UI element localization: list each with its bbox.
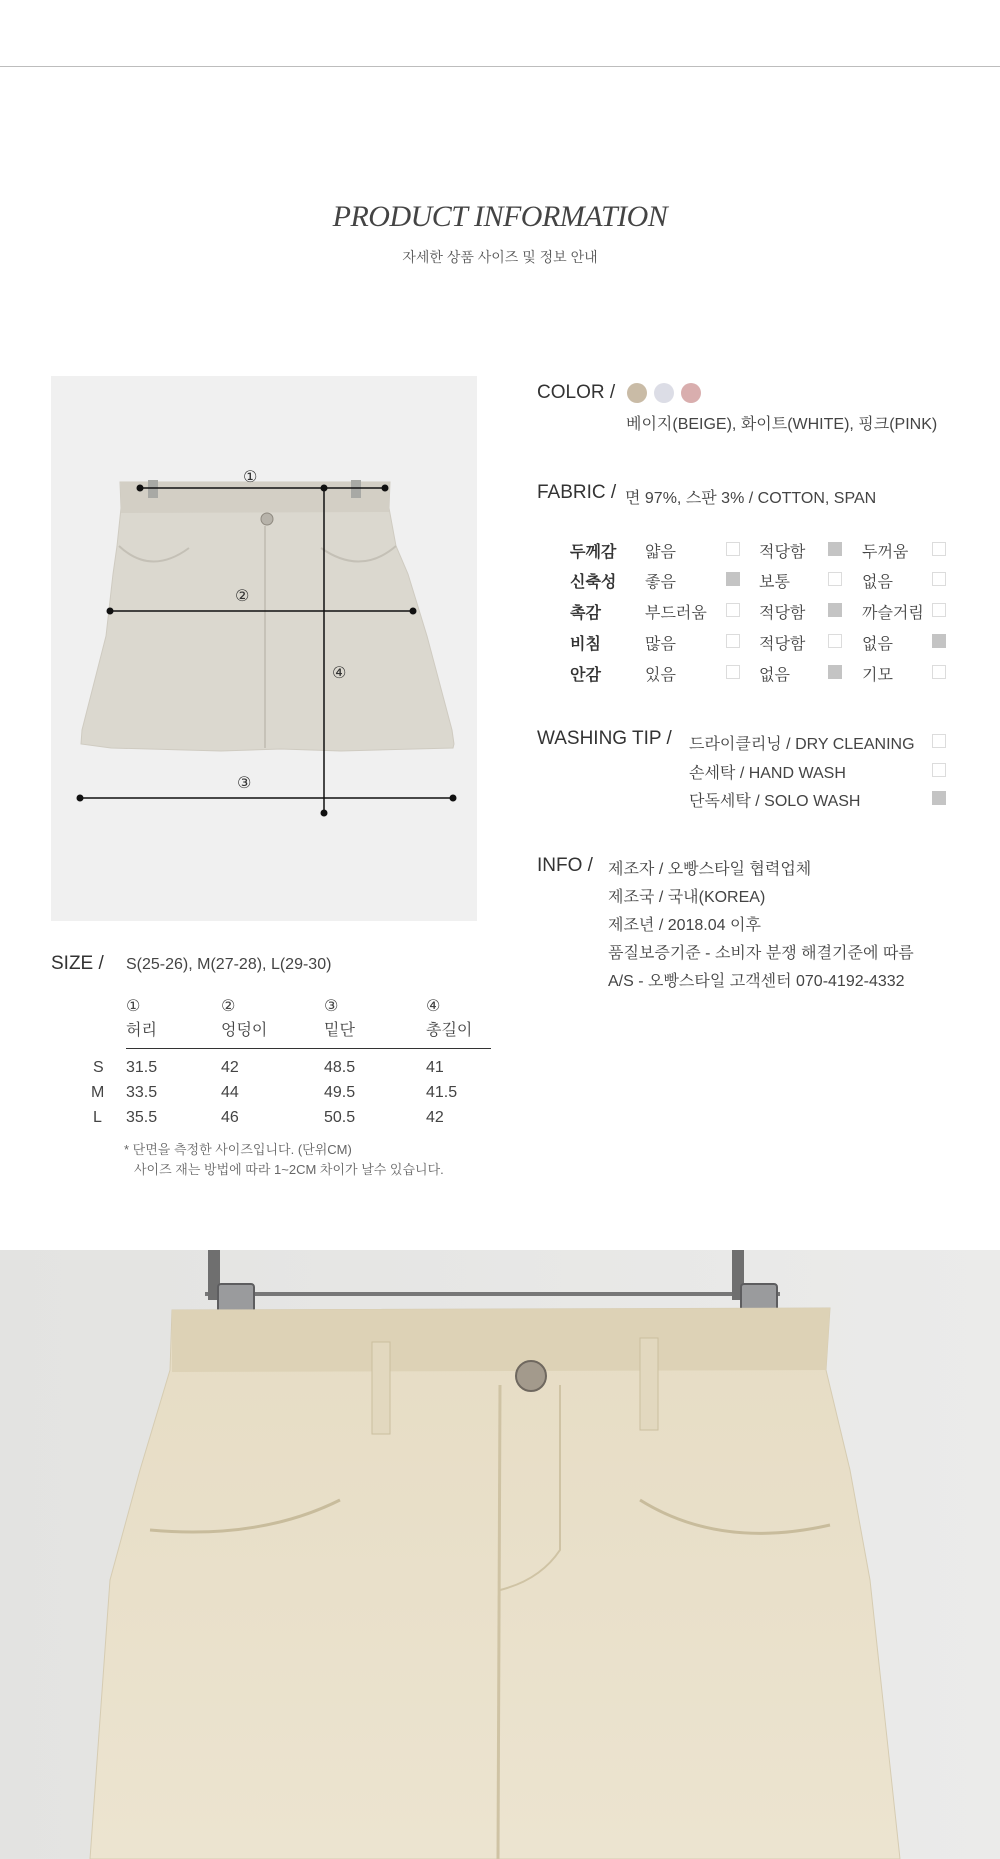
- fabric-key: 촉감: [570, 605, 601, 622]
- fabric-checkbox[interactable]: [726, 542, 740, 556]
- info-line: 품질보증기준 - 소비자 분쟁 해결기준에 따름: [608, 945, 914, 962]
- washing-item: 손세탁 / HAND WASH: [689, 765, 846, 782]
- size-col-num: ③: [324, 998, 339, 1015]
- size-label: SIZE /: [51, 953, 104, 974]
- fabric-option: 없음: [862, 574, 893, 591]
- fabric-checkbox[interactable]: [932, 665, 946, 679]
- fabric-checkbox[interactable]: [726, 665, 740, 679]
- marker-length: ④: [332, 663, 347, 682]
- marker-hem: ③: [237, 773, 252, 792]
- size-col-hem: [324, 995, 355, 1043]
- fabric-checkbox[interactable]: [828, 572, 842, 586]
- fabric-option: 부드러움: [645, 605, 707, 622]
- size-col-name: 허리: [126, 1022, 157, 1039]
- fabric-checkbox[interactable]: [828, 665, 842, 679]
- washing-label: WASHING TIP /: [537, 728, 672, 749]
- size-cell: 33.5: [126, 1084, 158, 1101]
- fabric-key: 신축성: [570, 574, 617, 591]
- info-line: 제조자 / 오빵스타일 협력업체: [608, 861, 812, 878]
- fabric-option: 많음: [645, 636, 676, 653]
- fabric-checkbox[interactable]: [726, 603, 740, 617]
- fabric-value: 면 97%, 스판 3% / COTTON, SPAN: [625, 490, 877, 507]
- size-cell: 41: [426, 1059, 444, 1076]
- color-swatch-white[interactable]: [654, 383, 674, 403]
- size-cell: 31.5: [126, 1059, 158, 1076]
- size-row-label: M: [91, 1084, 105, 1101]
- size-col-length: [426, 995, 472, 1043]
- fabric-option: 보통: [759, 574, 790, 591]
- fabric-checkbox[interactable]: [932, 634, 946, 648]
- fabric-option: 있음: [645, 667, 676, 684]
- fabric-option: 좋음: [645, 574, 676, 591]
- size-row-label: L: [93, 1109, 102, 1126]
- fabric-checkbox[interactable]: [932, 603, 946, 617]
- fabric-checkbox[interactable]: [828, 634, 842, 648]
- washing-checkbox[interactable]: [932, 791, 946, 805]
- size-cell: 50.5: [324, 1109, 356, 1126]
- fabric-option: 기모: [862, 667, 893, 684]
- size-note: [124, 1140, 444, 1180]
- fabric-key: 두께감: [570, 544, 617, 561]
- skirt-measurement-diagram: [51, 376, 477, 921]
- size-col-num: ①: [126, 998, 141, 1015]
- fabric-checkbox[interactable]: [726, 572, 740, 586]
- color-label: COLOR /: [537, 382, 616, 403]
- fabric-option: 적당함: [759, 544, 806, 561]
- fabric-key: 안감: [570, 667, 601, 684]
- size-note-line: 사이즈 재는 방법에 따라 1~2CM 차이가 날수 있습니다.: [134, 1162, 444, 1177]
- color-swatch-pink[interactable]: [681, 383, 701, 403]
- info-label: INFO /: [537, 855, 593, 876]
- info-line: 제조년 / 2018.04 이후: [608, 917, 761, 934]
- size-table-divider: [126, 1048, 491, 1049]
- size-col-name: 밑단: [324, 1022, 355, 1039]
- size-cell: 46: [221, 1109, 239, 1126]
- fabric-option: 까슬거림: [862, 605, 924, 622]
- fabric-checkbox[interactable]: [932, 542, 946, 556]
- page-title: PRODUCT INFORMATION: [332, 200, 668, 233]
- info-line: A/S - 오빵스타일 고객센터 070-4192-4332: [608, 973, 905, 990]
- size-cell: 42: [221, 1059, 239, 1076]
- marker-hip: ②: [235, 586, 250, 605]
- size-col-num: ④: [426, 998, 441, 1015]
- fabric-label: FABRIC /: [537, 482, 617, 503]
- fabric-option: 얇음: [645, 544, 676, 561]
- size-row-label: S: [93, 1059, 104, 1076]
- fabric-option: 적당함: [759, 605, 806, 622]
- fabric-checkbox[interactable]: [932, 572, 946, 586]
- info-line: 제조국 / 국내(KOREA): [608, 889, 766, 906]
- size-cell: 42: [426, 1109, 444, 1126]
- fabric-key: 비침: [570, 636, 601, 653]
- washing-checkbox[interactable]: [932, 734, 946, 748]
- washing-item: 단독세탁 / SOLO WASH: [689, 793, 861, 810]
- size-cell: 48.5: [324, 1059, 356, 1076]
- fabric-option: 없음: [862, 636, 893, 653]
- fabric-option: 적당함: [759, 636, 806, 653]
- washing-checkbox[interactable]: [932, 763, 946, 777]
- fabric-checkbox[interactable]: [828, 542, 842, 556]
- page-subtitle: 자세한 상품 사이즈 및 정보 안내: [402, 249, 598, 265]
- washing-item: 드라이클리닝 / DRY CLEANING: [689, 736, 915, 753]
- top-divider: [0, 66, 1000, 67]
- color-swatch-beige[interactable]: [627, 383, 647, 403]
- fabric-checkbox[interactable]: [726, 634, 740, 648]
- size-cell: 44: [221, 1084, 239, 1101]
- size-col-hip: [221, 995, 267, 1043]
- size-col-name: 총길이: [426, 1022, 473, 1039]
- fabric-option: 없음: [759, 667, 790, 684]
- product-photo: [0, 1250, 1000, 1859]
- fabric-checkbox[interactable]: [828, 603, 842, 617]
- marker-waist: ①: [243, 467, 258, 486]
- color-names: 베이지(BEIGE), 화이트(WHITE), 핑크(PINK): [626, 416, 938, 433]
- size-col-name: 엉덩이: [221, 1022, 268, 1039]
- size-cell: 41.5: [426, 1084, 458, 1101]
- skirt-illustration: [51, 376, 477, 921]
- size-col-num: ②: [221, 998, 236, 1015]
- size-cell: 35.5: [126, 1109, 158, 1126]
- fabric-option: 두꺼움: [862, 544, 909, 561]
- size-cell: 49.5: [324, 1084, 356, 1101]
- size-note-line: * 단면을 측정한 사이즈입니다. (단위CM): [124, 1142, 352, 1157]
- size-col-waist: [126, 995, 157, 1043]
- size-range: S(25-26), M(27-28), L(29-30): [126, 956, 332, 973]
